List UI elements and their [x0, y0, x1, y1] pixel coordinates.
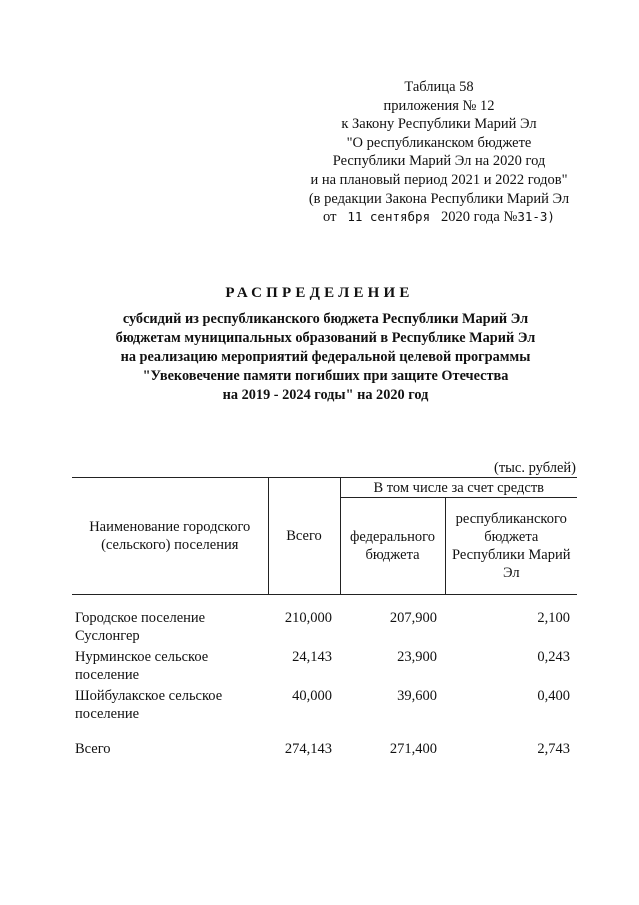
units-label: (тыс. рублей) [494, 460, 576, 476]
row-name: Шойбулакское сельское поселение [75, 688, 223, 722]
document-title: РАСПРЕДЕЛЕНИЕ [225, 285, 414, 301]
subsidy-table [72, 477, 577, 758]
table-row [72, 595, 577, 649]
row-name: Нурминское сельское поселение [75, 649, 209, 683]
total-republic: 2,743 [537, 741, 570, 757]
row-total: 210,000 [284, 610, 332, 626]
header-group: В том числе за счет средств [340, 478, 577, 498]
row-total: 24,143 [292, 649, 332, 665]
total-federal: 271,400 [389, 741, 437, 757]
subtitle-line: на реализацию мероприятий федеральной целевой программы [120, 349, 531, 365]
row-republic: 0,243 [537, 649, 570, 665]
document-header [300, 78, 578, 227]
header-total: Всего [268, 478, 340, 595]
row-name: Городское поселение Суслонгер [75, 610, 206, 644]
row-total: 40,000 [292, 688, 332, 704]
header-date-line [300, 208, 578, 227]
total-total: 274,143 [284, 741, 332, 757]
header-line: "О республиканском бюджете [346, 134, 532, 151]
subtitle-line: субсидий из республиканского бюджета Республики Марий Эл [122, 311, 529, 327]
table-total-row [72, 726, 577, 758]
header-line: и на плановый период 2021 и 2022 годов" [310, 171, 568, 188]
law-number: 31-З) [517, 209, 555, 225]
header-line: Республики Марий Эл на 2020 год [332, 153, 546, 170]
date-year: 2020 года № [440, 209, 518, 226]
subtitle-line: бюджетам муниципальных образований в Республике Марий Эл [115, 330, 536, 346]
subtitle-line: на 2019 - 2024 годы" на 2020 год [222, 387, 429, 403]
header-line: приложения № 12 [383, 97, 495, 114]
table-row [72, 687, 577, 726]
row-federal: 39,600 [397, 688, 437, 704]
date-prefix: от [323, 209, 337, 226]
subtitle-line: "Увековечение памяти погибших при защите Отечества [142, 368, 509, 384]
header-line: Таблица 58 [404, 79, 474, 95]
row-federal: 23,900 [397, 649, 437, 665]
total-name: Всего [75, 741, 111, 757]
header-federal: федерального бюджета [340, 498, 445, 595]
document-subtitle [0, 310, 639, 405]
table-row [72, 648, 577, 687]
header-line: к Закону Республики Марий Эл [341, 116, 537, 133]
row-republic: 2,100 [537, 610, 570, 626]
date-handwritten: 11 сентября [347, 209, 431, 225]
row-republic: 0,400 [537, 688, 570, 704]
row-federal: 207,900 [389, 610, 437, 626]
header-republic: республиканского бюджета Республики Марий Эл [445, 498, 577, 595]
header-name: Наименование городского (сельского) поселения [72, 478, 268, 595]
header-line: (в редакции Закона Республики Марий Эл [308, 190, 570, 207]
